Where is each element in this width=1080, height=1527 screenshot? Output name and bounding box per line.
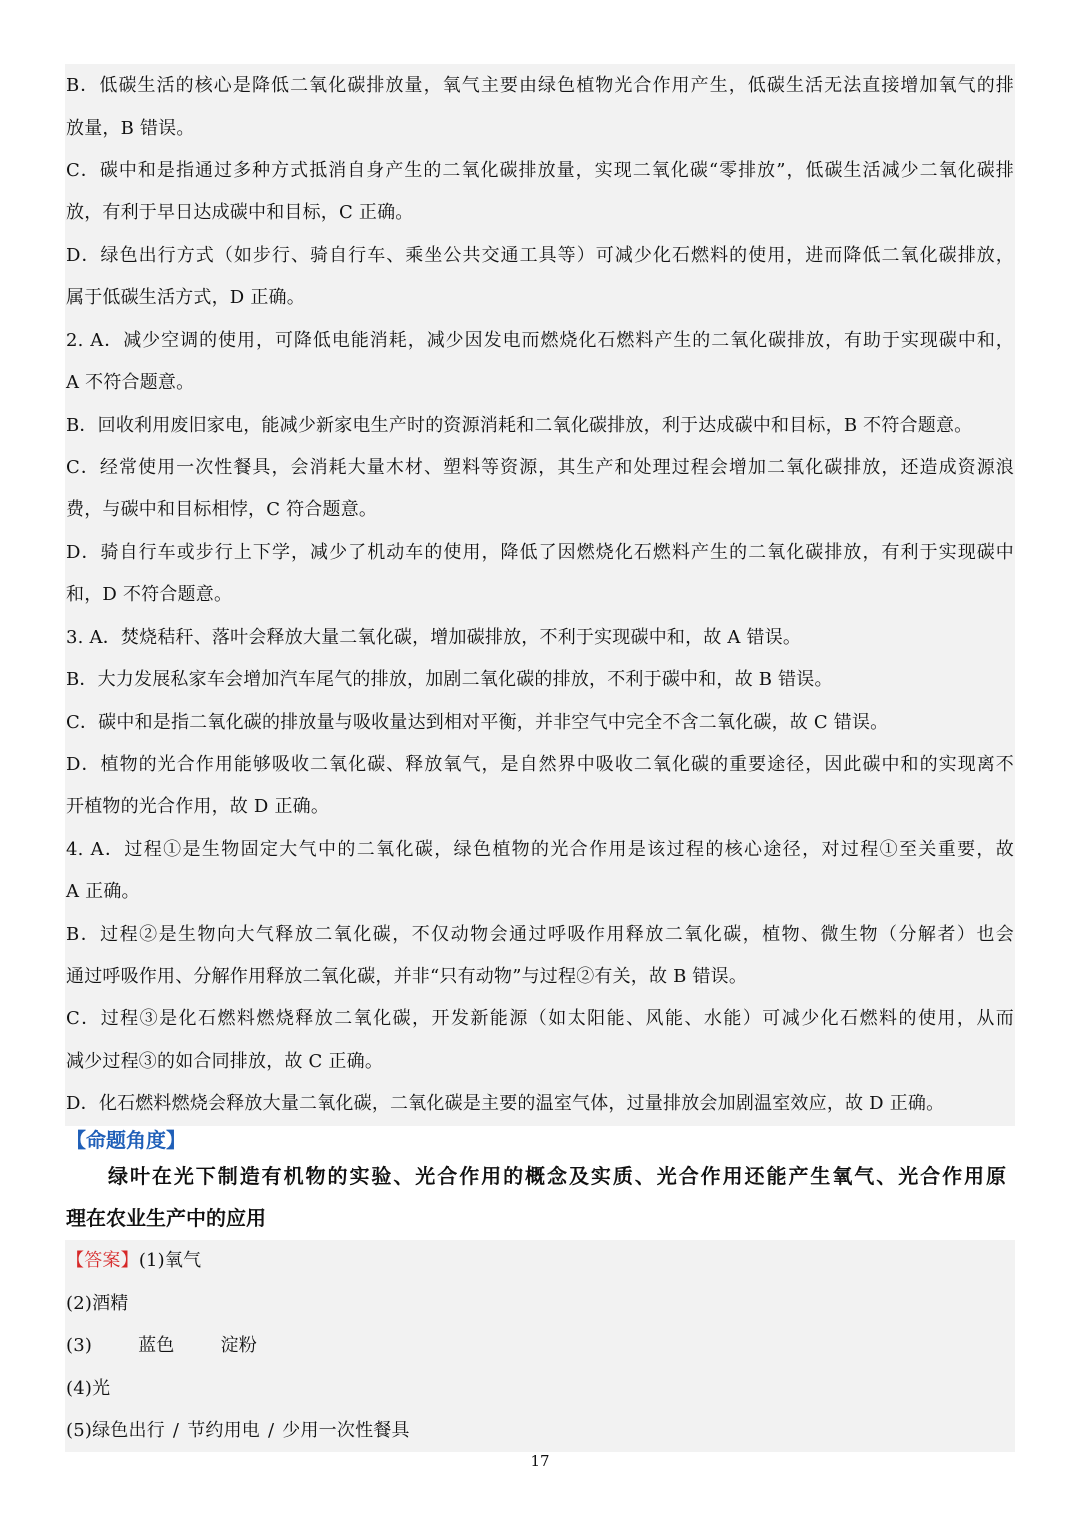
analysis-line: D．骑自行车或步行上下学，减少了机动车的使用，降低了因燃烧化石燃料产生的二氧化碳排放，有利于实现碳中 (66, 542, 1014, 563)
answer-2: (2)酒精 (66, 1293, 129, 1314)
answer-line-5 (66, 1418, 1014, 1444)
answer-3-blank-1: 蓝色 (138, 1335, 175, 1356)
analysis-line: 属于低碳生活方式，D 正确。 (66, 287, 305, 308)
analysis-line: 4. A．过程①是生物固定大气中的二氧化碳，绿色植物的光合作用是该过程的核心途径，对过程①至关重要，故 (66, 839, 1014, 860)
analysis-line: 减少过程③的如合同排放，故 C 正确。 (66, 1051, 384, 1072)
analysis-line: B．回收利用废旧家电，能减少新家电生产时的资源消耗和二氧化碳排放，利于达成碳中和目标，B 不符合题意。 (66, 415, 973, 436)
answer-4: (4)光 (66, 1378, 111, 1399)
analysis-line: D．植物的光合作用能够吸收二氧化碳、释放氧气，是自然界中吸收二氧化碳的重要途径，因此碳中和的实现离不 (66, 754, 1014, 775)
analysis-line: C．过程③是化石燃料燃烧释放二氧化碳，开发新能源（如太阳能、风能、水能）可减少化石燃料的使用，从而 (66, 1008, 1014, 1029)
analysis-line: C．碳中和是指二氧化碳的排放量与吸收量达到相对平衡，并非空气中完全不含二氧化碳，故 C 错误。 (66, 712, 889, 733)
answer-label: 【答案】 (66, 1250, 139, 1271)
analysis-line: A 不符合题意。 (66, 372, 195, 393)
page-number: 17 (530, 1452, 550, 1470)
topic-heading: 【命题角度】 (66, 1128, 186, 1152)
answer-5-option-3: 少用一次性餐具 (282, 1420, 410, 1441)
answer-5-number: (5) (66, 1420, 93, 1441)
analysis-line: 和，D 不符合题意。 (66, 584, 233, 605)
analysis-line: 通过呼吸作用、分解作用释放二氧化碳，并非“只有动物”与过程②有关，故 B 错误。 (66, 966, 748, 987)
analysis-line: B．低碳生活的核心是降低二氧化碳排放量，氧气主要由绿色植物光合作用产生，低碳生活无法直接增加氧气的排 (66, 75, 1014, 96)
analysis-line: 费，与碳中和目标相悖，C 符合题意。 (66, 499, 378, 520)
answer-5-separator: / (268, 1420, 275, 1441)
analysis-line: B．过程②是生物向大气释放二氧化碳，不仅动物会通过呼吸作用释放二氧化碳，植物、微生物（分解者）也会 (66, 924, 1014, 945)
analysis-line: C．碳中和是指通过多种方式抵消自身产生的二氧化碳排放量，实现二氧化碳“零排放”，低碳生活减少二氧化碳排 (66, 160, 1014, 181)
answer-5-separator: / (172, 1420, 180, 1441)
analysis-line: 放，有利于早日达成碳中和目标，C 正确。 (66, 202, 414, 223)
answer-5-option-1: 绿色出行 (92, 1420, 165, 1441)
analysis-line: B．大力发展私家车会增加汽车尾气的排放，加剧二氧化碳的排放，不利于碳中和，故 B 错误。 (66, 669, 833, 690)
analysis-line: D．绿色出行方式（如步行、骑自行车、乘坐公共交通工具等）可减少化石燃料的使用，进而降低二氧化碳排放， (66, 245, 1014, 266)
analysis-line: 2. A．减少空调的使用，可降低电能消耗，减少因发电而燃烧化石燃料产生的二氧化碳排放，有助于实现碳中和， (66, 330, 1014, 351)
topic-line: 理在农业生产中的应用 (66, 1206, 266, 1230)
answer-3-blank-2: 淀粉 (220, 1335, 257, 1356)
analysis-line: 开植物的光合作用，故 D 正确。 (66, 796, 330, 817)
analysis-line: 3. A．焚烧秸秆、落叶会释放大量二氧化碳，增加碳排放，不利于实现碳中和，故 A 错误。 (66, 627, 802, 648)
analysis-line: A 正确。 (66, 881, 140, 902)
analysis-line: C．经常使用一次性餐具，会消耗大量木材、塑料等资源，其生产和处理过程会增加二氧化碳排放，还造成资源浪 (66, 457, 1014, 478)
answer-5-option-2: 节约用电 (187, 1420, 260, 1441)
analysis-line: 放量，B 错误。 (66, 118, 195, 139)
answer-1: (1)氧气 (138, 1250, 202, 1271)
topic-line: 绿叶在光下制造有机物的实验、光合作用的概念及实质、光合作用还能产生氧气、光合作用原 (108, 1164, 1006, 1188)
answer-line-3 (66, 1333, 1014, 1359)
analysis-line: D．化石燃料燃烧会释放大量二氧化碳，二氧化碳是主要的温室气体，过量排放会加剧温室效应，故 D 正确。 (66, 1093, 945, 1114)
answer-line-1 (66, 1248, 1014, 1274)
answer-3-number: (3) (66, 1335, 93, 1356)
